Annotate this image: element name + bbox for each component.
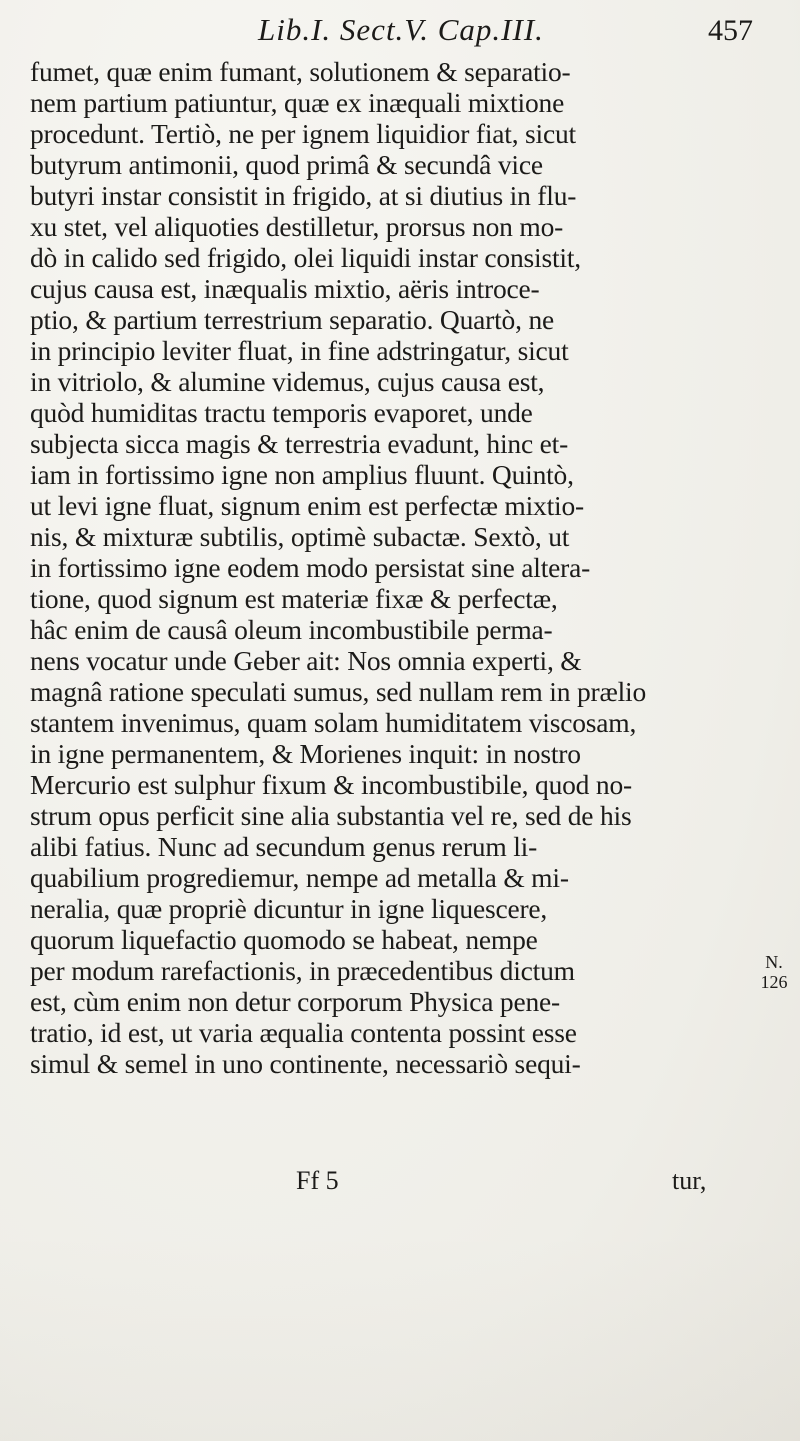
text-line: est, cùm enim non detur corporum Physica pene- (30, 986, 560, 1017)
text-line: in principio leviter fluat, in fine adstringatur, sicut (30, 335, 569, 366)
text-line: subjecta sicca magis & terrestria evadunt, hinc et- (30, 428, 569, 459)
text-line: in vitriolo, & alumine videmus, cujus causa est, (30, 366, 545, 397)
page-number: 457 (708, 14, 753, 47)
signature-mark: Ff 5 (296, 1166, 339, 1195)
text-line: Mercurio est sulphur fixum & incombustibile, quod no- (30, 769, 632, 800)
catchword: tur, (672, 1166, 707, 1195)
body-text (30, 56, 750, 1079)
text-line: alibi fatius. Nunc ad secundum genus rerum li- (30, 831, 538, 862)
text-line: tratio, id est, ut varia æqualia contenta possint esse (30, 1017, 577, 1048)
text-line: hâc enim de causâ oleum incombustibile perma- (30, 614, 553, 645)
text-line: tione, quod signum est materiæ fixæ & perfectæ, (30, 583, 558, 614)
text-line: xu stet, vel aliquoties destilletur, prorsus non mo- (30, 211, 564, 242)
text-line: stantem invenimus, quam solam humiditatem viscosam, (30, 707, 637, 738)
text-line: iam in fortissimo igne non amplius fluunt. Quintò, (30, 459, 574, 490)
text-line: procedunt. Tertiò, ne per ignem liquidior fiat, sicut (30, 118, 576, 149)
text-line: butyri instar consistit in frigido, at si diutius in flu- (30, 180, 577, 211)
text-line: in igne permanentem, & Morienes inquit: in nostro (30, 738, 581, 769)
text-line: simul & semel in uno continente, necessariò sequi- (30, 1048, 581, 1079)
text-line: nis, & mixturæ subtilis, optimè subactæ. Sextò, ut (30, 521, 570, 552)
text-line: per modum rarefactionis, in præcedentibus dictum (30, 955, 575, 986)
text-line: in fortissimo igne eodem modo persistat sine altera- (30, 552, 591, 583)
text-line: cujus causa est, inæqualis mixtio, aëris introce- (30, 273, 540, 304)
text-line: ut levi igne fluat, signum enim est perfectæ mixtio- (30, 490, 584, 521)
text-line: fumet, quæ enim fumant, solutionem & separatio- (30, 56, 571, 87)
text-line: quorum liquefactio quomodo se habeat, nempe (30, 924, 538, 955)
blank-margin (0, 1230, 800, 1441)
text-line: butyrum antimonii, quod primâ & secundâ vice (30, 149, 543, 180)
text-line: neralia, quæ propriè dicuntur in igne liquescere, (30, 893, 548, 924)
margin-note (756, 952, 792, 992)
text-line: magnâ ratione speculati sumus, sed nullam rem in prælio (30, 676, 647, 707)
text-line: quabilium progrediemur, nempe ad metalla & mi- (30, 862, 569, 893)
text-line: quòd humiditas tractu temporis evaporet, unde (30, 397, 533, 428)
text-line: nem partium patiuntur, quæ ex inæquali mixtione (30, 87, 565, 118)
page-header (0, 8, 800, 58)
margin-note-letter: N. (765, 952, 783, 972)
text-line: strum opus perficit sine alia substantia vel re, sed de his (30, 800, 632, 831)
text-line: ptio, & partium terrestrium separatio. Quartò, ne (30, 304, 555, 335)
margin-note-number: 126 (760, 972, 788, 992)
text-line: nens vocatur unde Geber ait: Nos omnia experti, & (30, 645, 582, 676)
text-line: dò in calido sed frigido, olei liquidi instar consistit, (30, 242, 581, 273)
running-head: Lib.I. Sect.V. Cap.III. (258, 12, 544, 47)
